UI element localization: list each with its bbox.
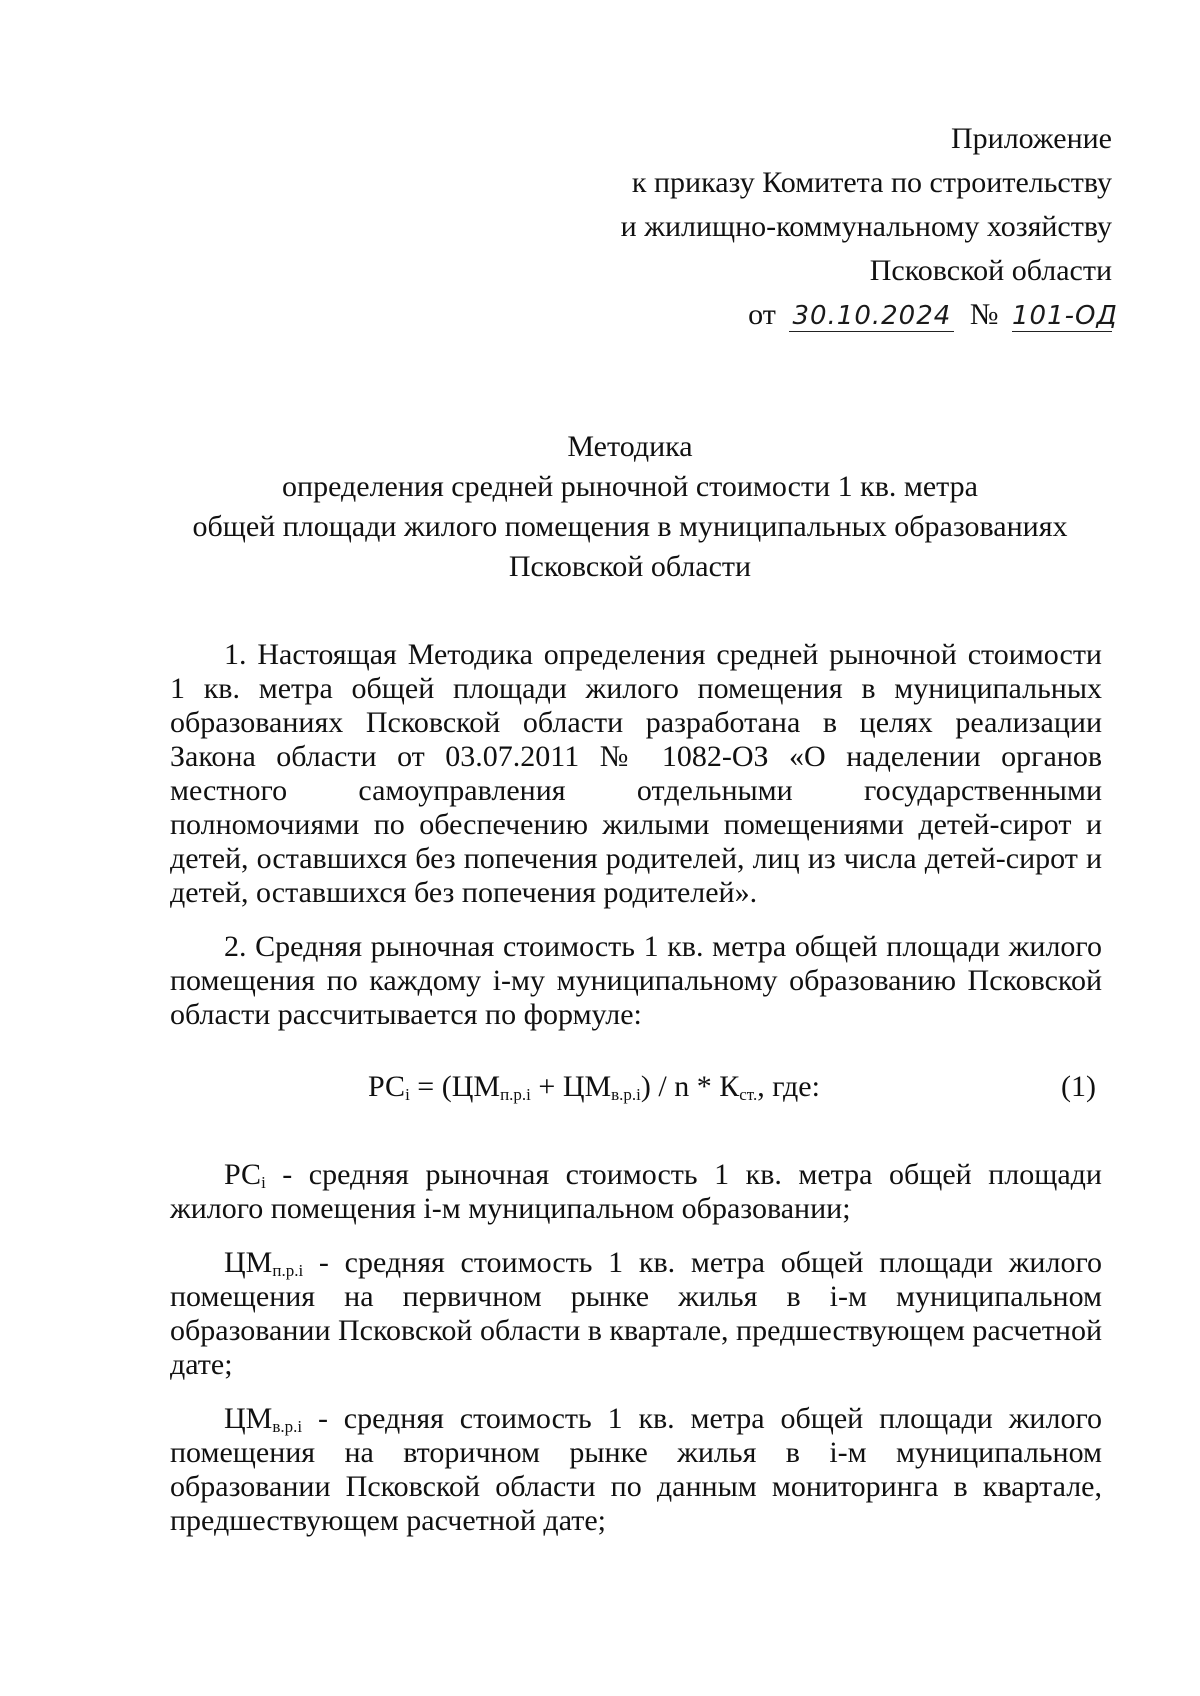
document-title [170,427,1090,587]
document-body [170,638,1102,1032]
definition-cm-primary: $ЦМ_{п.р.i}$ - средняя стоимость 1 кв. метра общей площади жилого помещения на первичном рынке жилья в i-м муниципальном образовании Псковской области в квартале, предшествующем расчетной дате; [170,1246,1102,1381]
formula-expression: $РС_i = (ЦМ_{п.р.i} + ЦМ_{в.р.i}) / n * К_{ст.}$, где: [368,1070,820,1104]
appendix-header [620,117,1118,337]
handwritten-date: 30.10.2024 [789,301,954,332]
title-line-2: определения средней рыночной стоимости 1 кв. метра [282,470,978,503]
appendix-committee-line: и жилищно-коммунальному хозяйству [620,210,1112,243]
appendix-order-line: к приказу Комитета по строительству [631,166,1112,199]
appendix-region-line: Псковской области [869,254,1112,287]
definition-rc: $РС_i$ - средняя рыночная стоимость 1 кв. метра общей площади жилого помещения i-м муниципальном образовании; [170,1158,1102,1225]
date-prefix: от [748,298,776,331]
definition-cm-secondary: $ЦМ_{в.р.i}$ - средняя стоимость 1 кв. метра общей площади жилого помещения на вторичном рынке жилья в i-м муниципальном образовании Псковской области по данным мониторинга в квартале, предшествующем расчетной дате; [170,1402,1102,1537]
title-line-4: Псковской области [508,550,752,583]
paragraph-2: 2. Средняя рыночная стоимость 1 кв. метра общей площади жилого помещения по каждому i-му муниципальному образованию Псковской области рассчитывается по формуле: [170,930,1102,1031]
appendix-label: Приложение [950,122,1112,155]
number-prefix: № [969,298,999,331]
title-line-1: Методика [567,430,693,463]
paragraph-1: 1. Настоящая Методика определения средней рыночной стоимости 1 кв. метра общей площади жилого помещения в муниципальных образованиях Псковской области разработана в целях реализации Закона области от 03.07.2011 № 1082-ОЗ «О наделении органов местного самоуправления отдельными государственными полномочиями по обеспечению жилыми помещениями детей-сирот и детей, оставшихся без попечения родителей, лиц из числа детей-сирот и детей, оставшихся без попечения родителей». [170,638,1102,909]
appendix-date-number-line [621,293,1118,337]
formula-definitions [170,1158,1102,1538]
title-line-3: общей площади жилого помещения в муниципальных образованиях [192,510,1068,543]
formula-number: (1) [1061,1070,1096,1103]
formula-1 [170,1069,1102,1105]
handwritten-order-number: 101-ОД [1012,301,1118,331]
